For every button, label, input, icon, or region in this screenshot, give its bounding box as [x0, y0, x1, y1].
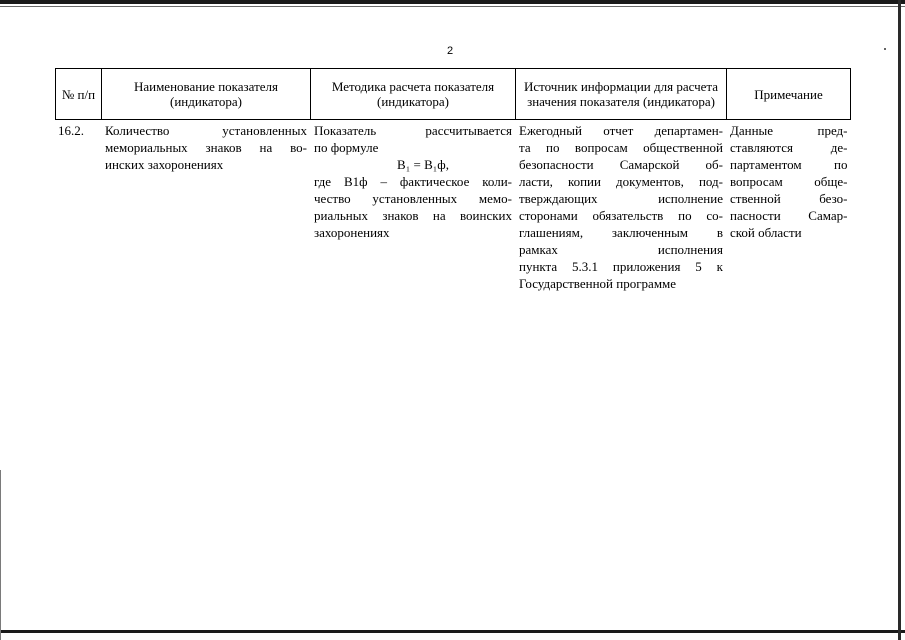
note-line: партаментом по: [730, 157, 848, 172]
calculation-method-cell: [311, 120, 516, 293]
method-line: по формуле: [314, 140, 379, 155]
note-line: ставляются де-: [730, 140, 848, 155]
source-line: сторонами обязательств по со-: [519, 208, 723, 223]
table-row: [56, 120, 851, 293]
scan-border-top: [0, 0, 905, 4]
indicator-name-line: мемориальных знаков на во-: [105, 140, 307, 155]
note-line: Данные пред-: [730, 123, 848, 138]
row-number: 16.2.: [58, 123, 84, 138]
header-note: Примечание: [727, 69, 851, 120]
note-line: ской области: [730, 225, 802, 240]
header-indicator-name: Наименование показателя (индикатора): [102, 69, 311, 120]
page-number: 2: [447, 45, 454, 57]
source-line: Ежегодный отчет департамен-: [519, 123, 723, 138]
note-cell: [727, 120, 851, 293]
indicator-name-line: Количество установленных: [105, 123, 307, 138]
scan-border-bottom: [0, 630, 905, 633]
header-calculation-method: Методика расчета показателя (индикатора): [311, 69, 516, 120]
source-line: ласти, копии документов, под-: [519, 174, 723, 189]
note-line: вопросам обще-: [730, 174, 848, 189]
method-line: чество установленных мемо-: [314, 191, 512, 206]
header-information-source: Источник информации для расчета значения показателя (индикатора): [516, 69, 727, 120]
source-line: пункта 5.3.1 приложения 5 к: [519, 259, 723, 274]
header-number: № п/п: [56, 69, 102, 120]
method-formula: В₁ = В₁ф,: [397, 157, 449, 172]
source-line: Государственной программе: [519, 276, 677, 291]
source-line: тверждающих исполнение: [519, 191, 723, 206]
scan-border-right: [898, 0, 901, 640]
method-line: риальных знаков на воинских: [314, 208, 512, 223]
method-line: где В1ф – фактическое коли-: [314, 174, 512, 189]
note-line: ственной безо-: [730, 191, 848, 206]
note-line: пасности Самар-: [730, 208, 848, 223]
source-line: глашениям, заключенным в: [519, 225, 723, 240]
source-line: та по вопросам общественной: [519, 140, 723, 155]
method-line: захоронениях: [314, 225, 390, 240]
scan-border-left: [0, 470, 1, 640]
indicator-table: [55, 68, 851, 292]
source-line: рамках исполнения: [519, 242, 723, 257]
scan-border-top-thin: [0, 6, 905, 7]
scan-speck: [884, 48, 886, 50]
source-line: безопасности Самарской об-: [519, 157, 723, 172]
method-line: Показатель рассчитывается: [314, 123, 512, 138]
indicator-name-line: инских захоронениях: [105, 157, 224, 172]
information-source-cell: [516, 120, 727, 293]
table-header-row: [56, 69, 851, 120]
indicator-name-cell: [102, 120, 311, 293]
